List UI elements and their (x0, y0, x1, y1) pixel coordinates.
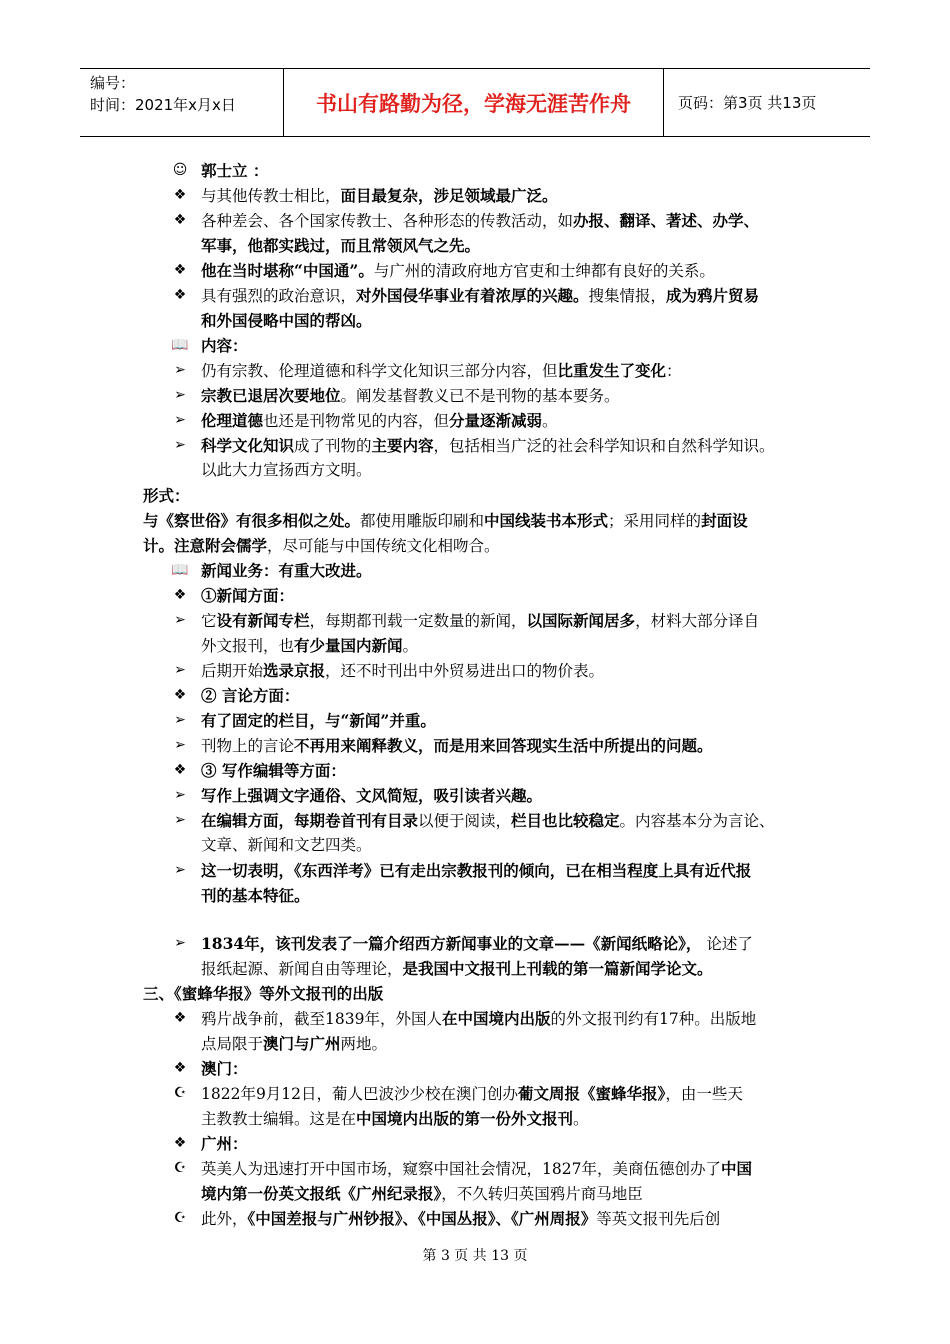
diamond-bullet-icon: ❖ (173, 1010, 187, 1026)
smiley-icon: ☺ (172, 162, 188, 178)
list-item-cont: 外文报刊，也有少量国内新闻。 (201, 636, 419, 655)
diamond-bullet-icon: ❖ (173, 1060, 187, 1076)
arrowhead-bullet-icon: ➢ (174, 812, 186, 828)
header-page-label: 页码：第3页 共13页 (678, 94, 817, 112)
list-item-cont: 文章、新闻和文艺四类。 (201, 836, 372, 854)
diamond-bullet-icon: ❖ (173, 262, 187, 278)
diamond-bullet-icon: ❖ (173, 587, 187, 603)
subsection-title: 广州： (201, 1134, 248, 1153)
arrowhead-bullet-icon: ➢ (174, 662, 186, 678)
list-item: 各种差会、各个国家传教士、各种形态的传教活动，如办报、翻译、著述、办学、 (201, 211, 760, 230)
list-item: 这一切表明，《东西洋考》已有走出宗教报刊的倾向，已在相当程度上具有近代报 (201, 861, 752, 880)
arrowhead-bullet-icon: ➢ (174, 362, 186, 378)
paragraph-cont: 计。注意附会儒学，尽可能与中国传统文化相吻合。 (143, 536, 500, 555)
arrowhead-bullet-icon: ➢ (174, 712, 186, 728)
arrowhead-bullet-icon: ➢ (174, 412, 186, 428)
list-item: 有了固定的栏目，与“新闻”并重。 (201, 711, 436, 730)
list-item: 写作上强调文字通俗、文风简短，吸引读者兴趣。 (201, 786, 543, 805)
crescent-bullet-icon: ☪ (173, 1085, 187, 1101)
open-book-icon: 📖 (171, 337, 189, 353)
list-item: 他在当时堪称“中国通”。与广州的清政府地方官吏和士绅都有良好的关系。 (201, 261, 715, 280)
header-motto: 书山有路勤为径，学海无涯苦作舟 (284, 69, 664, 136)
subsection-title: ② 言论方面： (201, 686, 300, 705)
list-item: 刊物上的言论不再用来阐释教义，而是用来回答现实生活中所提出的问题。 (201, 736, 713, 755)
list-item-cont: 军事，他都实践过，而且常领风气之先。 (201, 236, 481, 255)
list-item-cont: 主教教士编辑。这是在中国境内出版的第一份外文报刊。 (201, 1109, 589, 1128)
section-title-form: 形式： (143, 486, 190, 505)
list-item: 与其他传教士相比，面目最复杂，涉足领域最广泛。 (201, 186, 558, 205)
list-item-cont: 和外国侵略中国的帮凶。 (201, 311, 372, 330)
page-header (80, 68, 870, 137)
diamond-bullet-icon: ❖ (173, 762, 187, 778)
list-item: 1822年9月12日，葡人巴波沙少校在澳门创办葡文周报《蜜蜂华报》，由一些天 (201, 1084, 743, 1103)
subsection-title: 澳门： (201, 1059, 248, 1078)
list-item: 此外，《中国差报与广州钞报》、《中国丛报》、《广州周报》等英文报刊先后创 (201, 1209, 721, 1228)
page-footer: 第 3 页 共 13 页 (422, 1248, 528, 1264)
list-item-cont: 点局限于澳门与广州两地。 (201, 1034, 388, 1053)
list-item: 科学文化知识成了刊物的主要内容，包括相当广泛的社会科学知识和自然科学知识。 (201, 436, 775, 455)
doc-date-label: 时间：2021年x月x日 (90, 96, 236, 114)
arrowhead-bullet-icon: ➢ (174, 787, 186, 803)
arrowhead-bullet-icon: ➢ (174, 935, 186, 951)
paragraph: 与《察世俗》有很多相似之处。都使用雕版印刷和中国线装书本形式；采用同样的封面设 (143, 511, 748, 530)
arrowhead-bullet-icon: ➢ (174, 737, 186, 753)
list-item: 在编辑方面，每期卷首刊有目录以便于阅读，栏目也比较稳定。内容基本分为言论、 (201, 811, 775, 830)
list-item: 鸦片战争前，截至1839年，外国人在中国境内出版的外文报刊约有17种。出版地 (201, 1009, 757, 1028)
section-title-content: 内容： (201, 336, 248, 355)
list-item-cont: 境内第一份英文报纸《广州纪录报》，不久转归英国鸦片商马地臣 (201, 1184, 643, 1203)
list-item: 英美人为迅速打开中国市场，窥察中国社会情况，1827年，美商伍德创办了中国 (201, 1159, 752, 1178)
list-item: 1834年，该刊发表了一篇介绍西方新闻事业的文章——《新闻纸略论》， 论述了 (201, 934, 753, 953)
arrowhead-bullet-icon: ➢ (174, 437, 186, 453)
diamond-bullet-icon: ❖ (173, 212, 187, 228)
list-item: 后期开始选录京报，还不时刊出中外贸易进出口的物价表。 (201, 661, 605, 680)
list-item: 伦理道德也还是刊物常见的内容，但分量逐渐减弱。 (201, 411, 558, 430)
list-item-cont: 报纸起源、新闻自由等理论，是我国中文报刊上刊载的第一篇新闻学论文。 (201, 959, 713, 978)
arrowhead-bullet-icon: ➢ (174, 612, 186, 628)
subsection-title: ③ 写作编辑等方面： (201, 761, 346, 780)
crescent-bullet-icon: ☪ (173, 1160, 187, 1176)
open-book-icon: 📖 (171, 562, 189, 578)
list-item-cont: 以此大力宣扬西方文明。 (201, 461, 372, 479)
list-item: 宗教已退居次要地位。阐发基督教义已不是刊物的基本要务。 (201, 386, 620, 405)
section-title-guo: 郭士立 ： (201, 161, 269, 180)
list-item: 仍有宗教、伦理道德和科学文化知识三部分内容，但比重发生了变化： (201, 361, 682, 380)
diamond-bullet-icon: ❖ (173, 187, 187, 203)
doc-number-label: 编号： (90, 74, 136, 92)
list-item: 具有强烈的政治意识，对外国侵华事业有着浓厚的兴趣。搜集情报，成为鸦片贸易 (201, 286, 760, 305)
list-item: 它设有新闻专栏，每期都刊载一定数量的新闻，以国际新闻居多，材料大部分译自 (201, 611, 760, 630)
subsection-title: ①新闻方面： (201, 586, 295, 605)
crescent-bullet-icon: ☪ (173, 1210, 187, 1226)
list-item-cont: 刊的基本特征。 (201, 886, 310, 905)
section-title-news: 新闻业务：有重大改进。 (201, 561, 372, 580)
arrowhead-bullet-icon: ➢ (174, 387, 186, 403)
section-heading-3: 三、《蜜蜂华报》等外文报刊的出版 (143, 984, 384, 1003)
diamond-bullet-icon: ❖ (173, 687, 187, 703)
arrowhead-bullet-icon: ➢ (174, 862, 186, 878)
diamond-bullet-icon: ❖ (173, 287, 187, 303)
diamond-bullet-icon: ❖ (173, 1135, 187, 1151)
header-meta (80, 69, 284, 136)
